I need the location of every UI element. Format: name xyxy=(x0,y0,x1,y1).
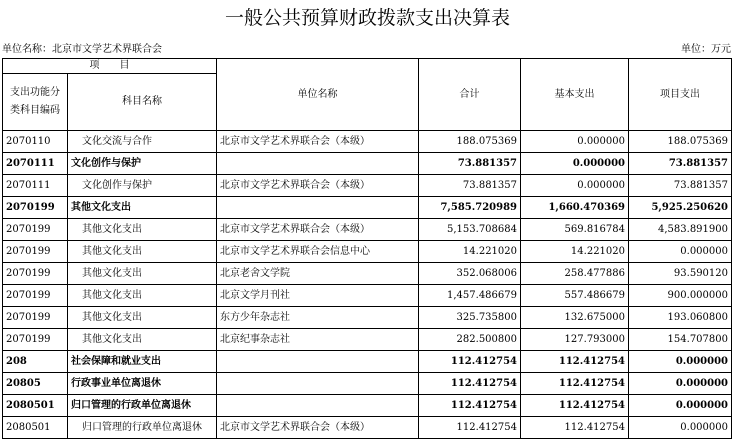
cell-code: 208 xyxy=(3,351,68,373)
header-total: 合计 xyxy=(419,59,521,131)
cell-total: 73.881357 xyxy=(419,175,521,197)
page-title: 一般公共预算财政拨款支出决算表 xyxy=(224,7,510,29)
cell-subject-name: 其他文化支出 xyxy=(68,329,217,351)
cell-basic: 14.221020 xyxy=(521,241,629,263)
cell-project: 73.881357 xyxy=(629,153,732,175)
cell-code: 2070199 xyxy=(3,241,68,263)
table-row xyxy=(3,285,732,307)
cell-subject-name: 其他文化支出 xyxy=(68,285,217,307)
table-row xyxy=(3,373,732,395)
cell-basic: 557.486679 xyxy=(521,285,629,307)
table-row xyxy=(3,351,732,373)
cell-project: 0.000000 xyxy=(629,351,732,373)
cell-basic: 569.816784 xyxy=(521,219,629,241)
cell-subject-name: 其他文化支出 xyxy=(68,263,217,285)
cell-total: 352.068006 xyxy=(419,263,521,285)
header-project: 项 目 xyxy=(3,59,217,74)
cell-code: 2070199 xyxy=(3,307,68,329)
cell-subject-name: 其他文化支出 xyxy=(68,307,217,329)
money-unit-label: 单位：万元 xyxy=(681,44,731,55)
cell-subject-name: 文化创作与保护 xyxy=(68,175,217,197)
cell-code: 2070110 xyxy=(3,131,68,153)
cell-code: 2070199 xyxy=(3,285,68,307)
cell-project: 4,583.891900 xyxy=(629,219,732,241)
cell-project: 0.000000 xyxy=(629,395,732,417)
cell-basic: 112.412754 xyxy=(521,351,629,373)
cell-basic: 258.477886 xyxy=(521,263,629,285)
report-meta xyxy=(2,43,731,57)
cell-subject-name: 其他文化支出 xyxy=(68,219,217,241)
cell-basic: 127.793000 xyxy=(521,329,629,351)
cell-org-name: 北京市文学艺术界联合会信息中心 xyxy=(217,241,419,263)
header-subject: 科目名称 xyxy=(68,74,217,131)
cell-project: 193.060800 xyxy=(629,307,732,329)
cell-total: 112.412754 xyxy=(419,351,521,373)
header-code: 支出功能分类科目编码 xyxy=(3,74,68,131)
cell-org-name xyxy=(217,395,419,417)
cell-org-name xyxy=(217,197,419,219)
cell-total: 14.221020 xyxy=(419,241,521,263)
cell-code: 2070111 xyxy=(3,153,68,175)
cell-basic: 0.000000 xyxy=(521,175,629,197)
cell-org-name xyxy=(217,351,419,373)
cell-basic: 1,660.470369 xyxy=(521,197,629,219)
cell-subject-name: 文化创作与保护 xyxy=(68,153,217,175)
cell-total: 7,585.720989 xyxy=(419,197,521,219)
header-org: 单位名称 xyxy=(217,59,419,131)
cell-subject-name: 文化交流与合作 xyxy=(68,131,217,153)
cell-total: 282.500800 xyxy=(419,329,521,351)
cell-subject-name: 归口管理的行政单位离退休 xyxy=(68,417,217,439)
cell-code: 2070199 xyxy=(3,329,68,351)
cell-org-name: 北京市文学艺术界联合会（本级） xyxy=(217,175,419,197)
cell-subject-name: 其他文化支出 xyxy=(68,197,217,219)
table-row xyxy=(3,153,732,175)
cell-project: 0.000000 xyxy=(629,373,732,395)
table-row xyxy=(3,263,732,285)
cell-project: 93.590120 xyxy=(629,263,732,285)
cell-org-name: 北京市文学艺术界联合会（本级） xyxy=(217,131,419,153)
cell-basic: 0.000000 xyxy=(521,131,629,153)
cell-total: 1,457.486679 xyxy=(419,285,521,307)
cell-project: 73.881357 xyxy=(629,175,732,197)
table-row xyxy=(3,241,732,263)
cell-subject-name: 社会保障和就业支出 xyxy=(68,351,217,373)
cell-code: 2080501 xyxy=(3,395,68,417)
cell-project: 0.000000 xyxy=(629,417,732,439)
table-body xyxy=(3,131,732,439)
cell-code: 2070199 xyxy=(3,219,68,241)
cell-basic: 112.412754 xyxy=(521,373,629,395)
cell-project: 154.707800 xyxy=(629,329,732,351)
cell-basic: 112.412754 xyxy=(521,417,629,439)
cell-total: 5,153.708684 xyxy=(419,219,521,241)
header-project-expense: 项目支出 xyxy=(629,59,732,131)
cell-project: 188.075369 xyxy=(629,131,732,153)
cell-org-name: 北京纪事杂志社 xyxy=(217,329,419,351)
table-row xyxy=(3,307,732,329)
table-row xyxy=(3,197,732,219)
cell-org-name: 北京市文学艺术界联合会（本级） xyxy=(217,417,419,439)
cell-total: 325.735800 xyxy=(419,307,521,329)
cell-total: 73.881357 xyxy=(419,153,521,175)
cell-total: 112.412754 xyxy=(419,373,521,395)
cell-subject-name: 行政事业单位离退休 xyxy=(68,373,217,395)
cell-code: 2070199 xyxy=(3,197,68,219)
expenditure-table xyxy=(2,58,732,439)
cell-org-name: 北京市文学艺术界联合会（本级） xyxy=(217,219,419,241)
cell-project: 0.000000 xyxy=(629,241,732,263)
cell-org-name xyxy=(217,373,419,395)
table-row xyxy=(3,131,732,153)
cell-org-name xyxy=(217,153,419,175)
cell-total: 112.412754 xyxy=(419,417,521,439)
table-row xyxy=(3,175,732,197)
unit-name-label: 单位名称：北京市文学艺术界联合会 xyxy=(2,44,162,55)
cell-project: 5,925.250620 xyxy=(629,197,732,219)
table-row xyxy=(3,395,732,417)
cell-total: 112.412754 xyxy=(419,395,521,417)
cell-code: 2080501 xyxy=(3,417,68,439)
cell-subject-name: 其他文化支出 xyxy=(68,241,217,263)
cell-code: 2070199 xyxy=(3,263,68,285)
cell-org-name: 北京老舍文学院 xyxy=(217,263,419,285)
cell-total: 188.075369 xyxy=(419,131,521,153)
cell-code: 2070111 xyxy=(3,175,68,197)
cell-basic: 112.412754 xyxy=(521,395,629,417)
header-basic: 基本支出 xyxy=(521,59,629,131)
cell-org-name: 北京文学月刊社 xyxy=(217,285,419,307)
cell-subject-name: 归口管理的行政单位离退休 xyxy=(68,395,217,417)
cell-basic: 0.000000 xyxy=(521,153,629,175)
cell-code: 20805 xyxy=(3,373,68,395)
cell-project: 900.000000 xyxy=(629,285,732,307)
table-row xyxy=(3,219,732,241)
cell-basic: 132.675000 xyxy=(521,307,629,329)
cell-org-name: 东方少年杂志社 xyxy=(217,307,419,329)
table-row xyxy=(3,329,732,351)
